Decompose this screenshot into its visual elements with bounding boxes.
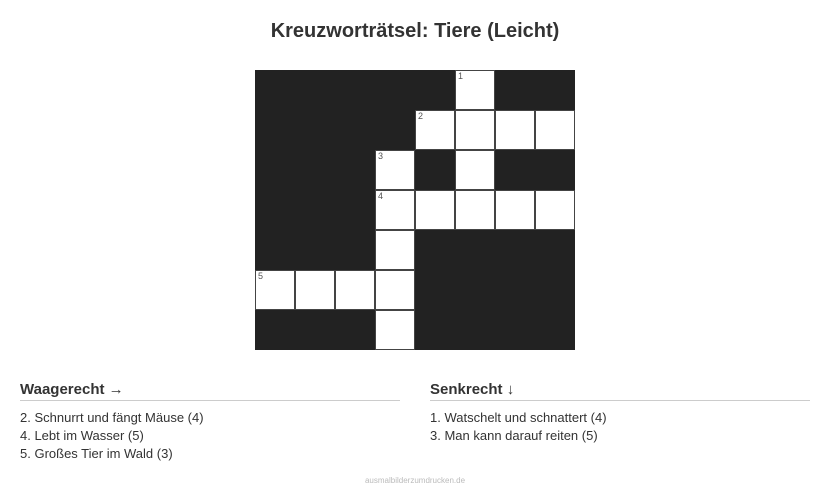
clue-number: 5 (258, 271, 264, 281)
clue-number: 1 (458, 71, 464, 81)
grid-cell[interactable] (455, 190, 495, 230)
across-heading: Waagerecht → (20, 381, 400, 401)
grid-cell[interactable] (255, 270, 295, 310)
grid-cell[interactable] (455, 70, 495, 110)
grid-cell[interactable] (495, 110, 535, 150)
grid-cell[interactable] (375, 270, 415, 310)
clue-number: 4 (378, 191, 384, 201)
down-clue: 1. Watschelt und schnattert (4) (430, 410, 607, 425)
across-clues-section (20, 381, 400, 463)
grid-cell[interactable] (415, 190, 455, 230)
footer-watermark: ausmalbilderzumdrucken.de (364, 476, 466, 485)
grid-cell[interactable] (375, 150, 415, 190)
down-heading: Senkrecht ↓ (430, 381, 810, 401)
grid-cell[interactable] (335, 270, 375, 310)
down-clue-list (430, 409, 810, 445)
grid-cell[interactable] (375, 310, 415, 350)
across-clue-list (20, 409, 400, 463)
down-clues-section (430, 381, 810, 445)
across-clue: 2. Schnurrt und fängt Mäuse (4) (20, 410, 204, 425)
down-clue: 3. Man kann darauf reiten (5) (430, 428, 598, 443)
grid-cell[interactable] (415, 110, 455, 150)
clue-number: 2 (418, 111, 424, 121)
page-title: Kreuzworträtsel: Tiere (Leicht) (270, 20, 560, 42)
grid-cell[interactable] (535, 190, 575, 230)
across-clue: 4. Lebt im Wasser (5) (20, 428, 144, 443)
crossword-grid (255, 70, 575, 350)
grid-cell[interactable] (495, 190, 535, 230)
grid-cell[interactable] (535, 110, 575, 150)
grid-cell[interactable] (375, 230, 415, 270)
clue-number: 3 (378, 151, 384, 161)
grid-cell[interactable] (455, 150, 495, 190)
grid-cell[interactable] (375, 190, 415, 230)
grid-cell[interactable] (455, 110, 495, 150)
across-clue: 5. Großes Tier im Wald (3) (20, 446, 173, 461)
grid-cell[interactable] (295, 270, 335, 310)
